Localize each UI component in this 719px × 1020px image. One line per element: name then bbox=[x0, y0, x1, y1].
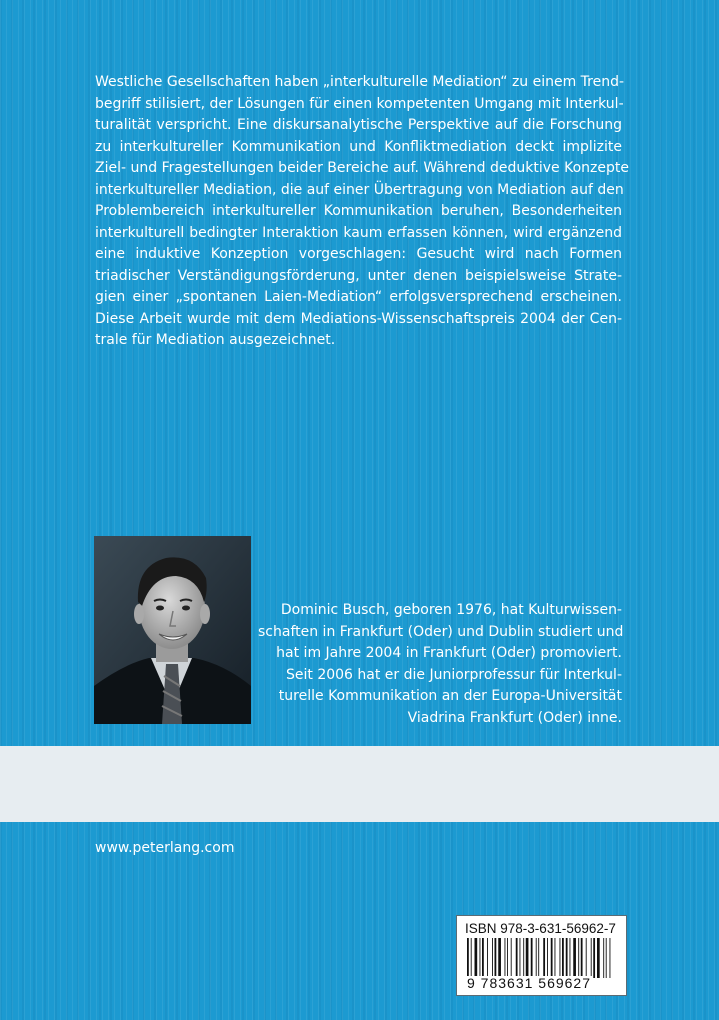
back-cover-blurb bbox=[95, 72, 629, 352]
blurb-line: gien einer „spontanen Laien-Mediation“ erfolgsversprechend erscheinen. bbox=[95, 289, 622, 305]
author-portrait bbox=[94, 536, 251, 724]
blurb-line: triadischer Verständigungsförderung, unter denen beispielsweise Strate- bbox=[95, 267, 622, 284]
blurb-line: trale für Mediation ausgezeichnet. bbox=[95, 332, 336, 348]
barcode-icon bbox=[467, 938, 617, 978]
blurb-line: Problembereich interkultureller Kommunikation beruhen, Besonderheiten bbox=[95, 203, 622, 219]
blurb-paragraph bbox=[95, 72, 629, 352]
bio-line: Seit 2006 hat er die Juniorprofessur für Interkul- bbox=[285, 666, 622, 683]
blurb-line: Ziel- und Fragestellungen beider Bereiche auf. Während deduktive Konzepte bbox=[95, 160, 629, 176]
isbn-barcode-box bbox=[456, 915, 627, 996]
blurb-line: eine induktive Konzeption vorgeschlagen: Gesucht wird nach Formen bbox=[95, 246, 622, 262]
blurb-line: begriff stilisiert, der Lösungen für einen kompetenten Umgang mit Interkul- bbox=[95, 95, 624, 112]
blurb-line: Westliche Gesellschaften haben „interkulturelle Mediation“ zu einem Trend- bbox=[95, 74, 625, 90]
blurb-line: Diese Arbeit wurde mit dem Mediations-Wissenschaftspreis 2004 der Cen- bbox=[95, 310, 622, 327]
ean-digits: 9 783631 569627 bbox=[467, 975, 591, 991]
blurb-line: zu interkultureller Kommunikation und Konfliktmediation deckt implizite bbox=[95, 138, 622, 155]
bio-line: hat im Jahre 2004 in Frankfurt (Oder) promoviert. bbox=[276, 645, 622, 661]
blurb-line: interkultureller Mediation, die auf einer Übertragung von Mediation auf den bbox=[95, 181, 624, 198]
bio-line: Dominic Busch, geboren 1976, hat Kulturwissen- bbox=[280, 602, 622, 618]
light-band-divider bbox=[0, 746, 719, 822]
bio-line: schaften in Frankfurt (Oder) und Dublin studiert und bbox=[258, 623, 624, 640]
author-bio bbox=[258, 600, 622, 729]
isbn-text bbox=[465, 921, 616, 936]
blurb-line: turalität verspricht. Eine diskursanalytische Perspektive auf die Forschung bbox=[95, 117, 622, 133]
bio-line: Viadrina Frankfurt (Oder) inne. bbox=[407, 709, 622, 726]
isbn-number: 978-3-631-56962-7 bbox=[500, 921, 616, 936]
blurb-line: interkulturell bedingter Interaktion kaum erfassen können, wird ergänzend bbox=[95, 224, 622, 241]
publisher-website[interactable]: www.peterlang.com bbox=[95, 840, 235, 856]
bio-line: turelle Kommunikation an der Europa-Universität bbox=[278, 688, 622, 704]
isbn-label: ISBN bbox=[465, 921, 497, 936]
